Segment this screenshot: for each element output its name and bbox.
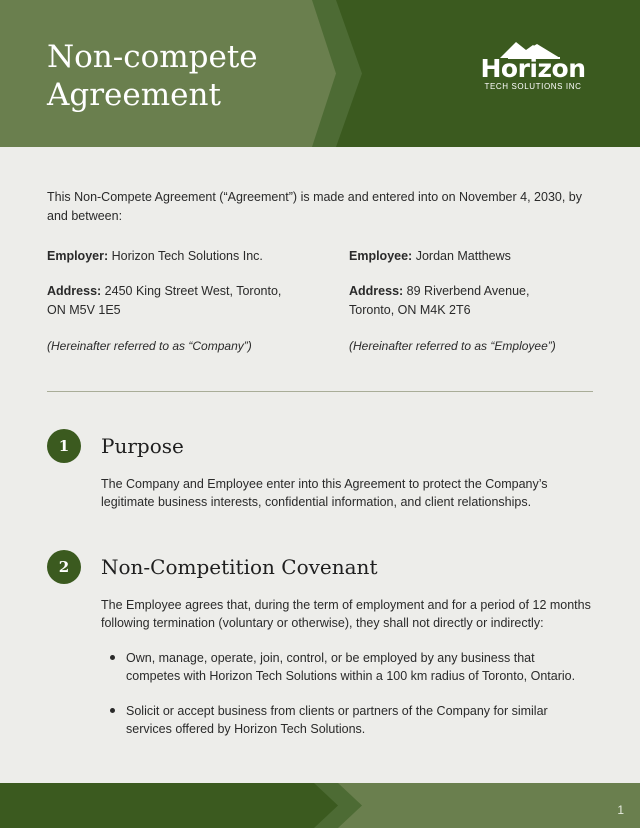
employee-line	[349, 247, 599, 266]
employee-name: Jordan Matthews	[415, 249, 511, 263]
company-logo	[474, 40, 592, 96]
employer-reference: (Hereinafter referred to as “Company”)	[47, 339, 252, 353]
employer-name: Horizon Tech Solutions Inc.	[111, 249, 263, 263]
section-number-badge: 1	[47, 429, 81, 463]
section-title-purpose: Purpose	[101, 434, 184, 458]
document-title: Non-compete Agreement	[47, 39, 258, 113]
employee-reference: (Hereinafter referred to as “Employee”)	[349, 339, 556, 353]
employer-address: Address: 2450 King Street West, Toronto, ON M5V 1E5	[47, 284, 282, 317]
employer-details	[47, 247, 297, 356]
list-item: Solicit or accept business from clients or partners of the Company for similar services offered by Horizon Tech Solutions.	[101, 702, 591, 738]
section-body-non-competition: The Employee agrees that, during the term of employment and for a period of 12 months following termination (voluntary or otherwise), they shall not directly or indirectly:	[101, 598, 591, 630]
list-item: Own, manage, operate, join, control, or be employed by any business that competes with Horizon Tech Solutions within a 100 km radius of Toronto, Ontario.	[101, 649, 591, 685]
employer-address-label: Address:	[47, 284, 102, 298]
section-body-purpose: The Company and Employee enter into this Agreement to protect the Company’s legitimate business interests, confidential information, and client relationships.	[101, 477, 548, 509]
employer-line	[47, 247, 297, 266]
page-number: 1	[617, 803, 624, 817]
intro-paragraph: This Non-Compete Agreement (“Agreement”) is made and entered into on November 4, 2030, by and between:	[47, 190, 582, 223]
footer-background	[0, 783, 640, 828]
header-banner	[0, 0, 640, 147]
footer-banner	[0, 783, 640, 828]
employee-label: Employee:	[349, 249, 413, 263]
logo-tagline: TECH SOLUTIONS INC	[484, 82, 582, 91]
logo-name: Horizon	[480, 54, 586, 83]
employer-label: Employer:	[47, 249, 109, 263]
covenant-list	[101, 649, 591, 755]
section-title-non-competition: Non-Competition Covenant	[101, 555, 378, 579]
section-divider	[47, 391, 593, 392]
employee-address: Address: 89 Riverbend Avenue, Toronto, ON M4K 2T6	[349, 284, 530, 317]
employee-address-label: Address:	[349, 284, 404, 298]
employee-details	[349, 247, 599, 356]
section-number-badge: 2	[47, 550, 81, 584]
